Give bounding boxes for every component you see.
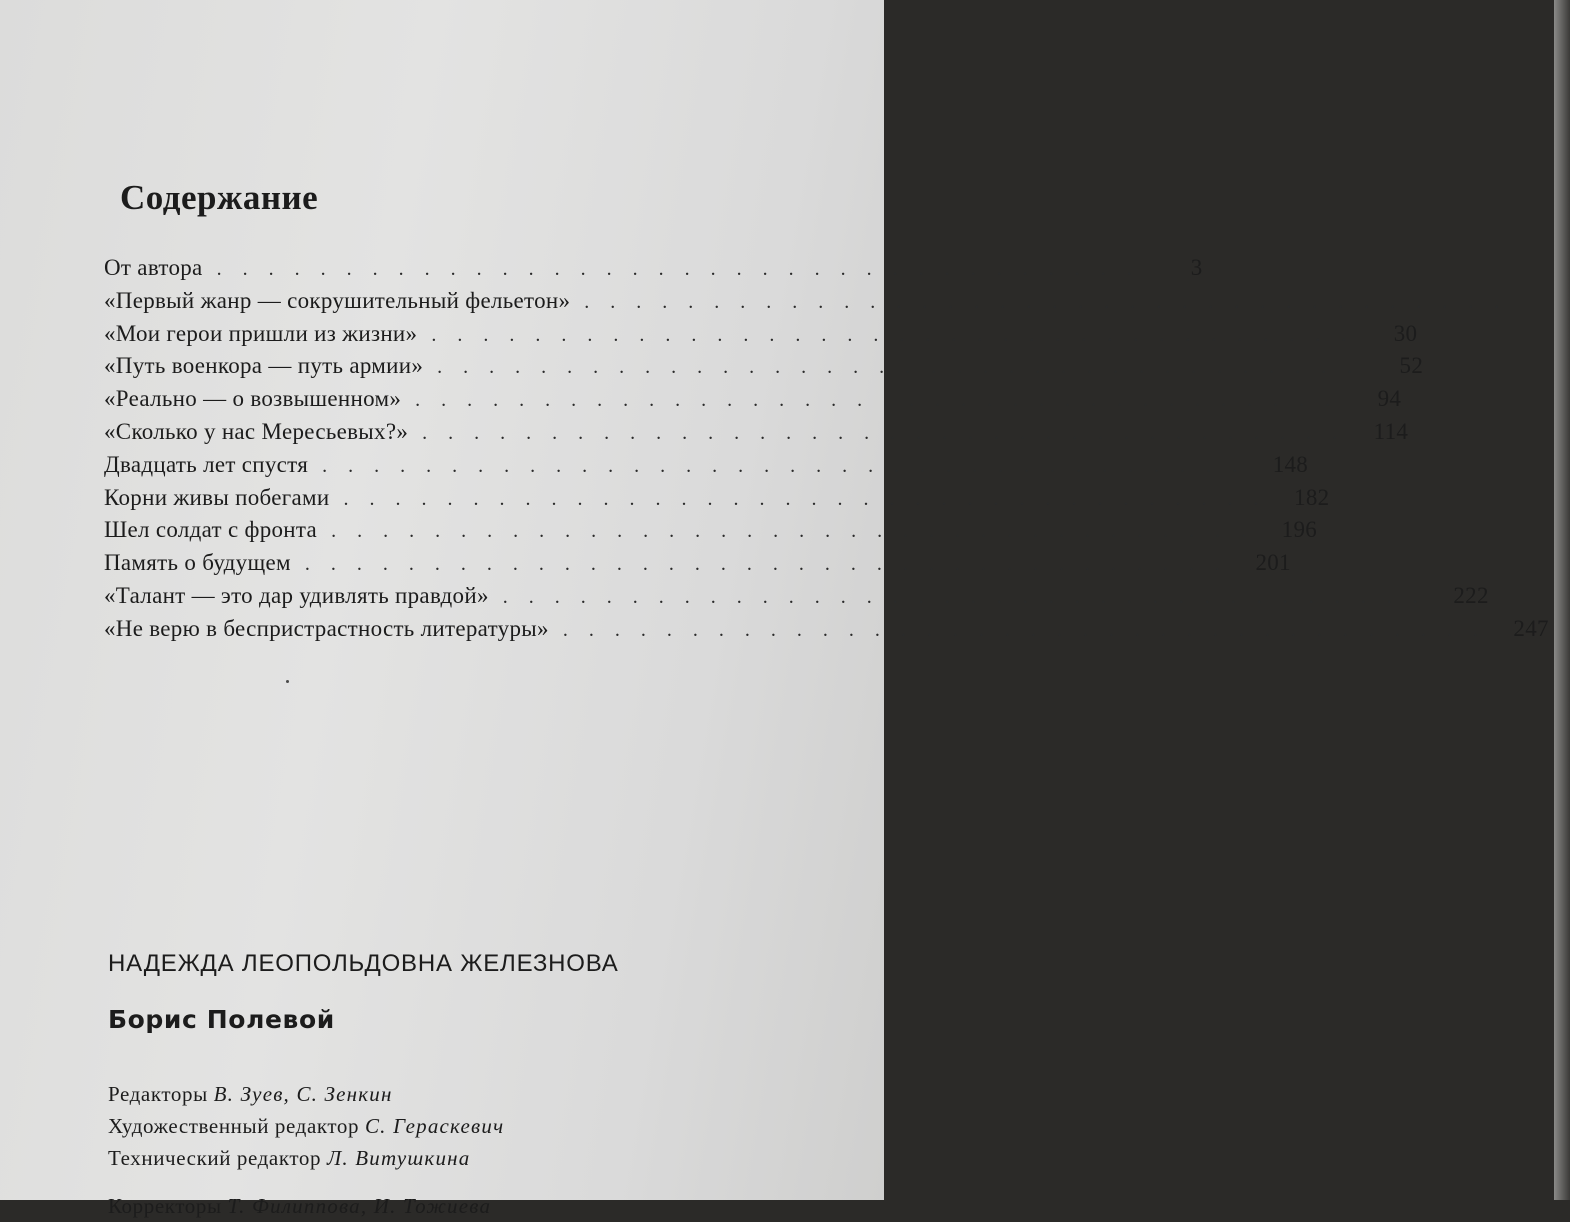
toc-leader-dots: ....................................	[322, 454, 1259, 477]
toc-list	[104, 252, 1549, 646]
toc-entry	[104, 318, 1418, 351]
credits-list	[108, 1078, 505, 1218]
toc-leader-dots: ....................................	[304, 553, 1241, 576]
credit-line-cut	[108, 1190, 492, 1218]
toc-entry-title: «Не верю в беспристрастность литературы»	[104, 615, 549, 641]
toc-entry-page: 94	[1377, 386, 1402, 412]
credit-names: В. Зуев, С. Зенкин	[213, 1082, 393, 1106]
page-edge-shadow	[1554, 0, 1570, 1200]
toc-entry	[104, 350, 1424, 383]
toc-entry-page: 148	[1272, 451, 1309, 477]
credit-names: Л. Витушкина	[326, 1146, 471, 1170]
toc-entry	[104, 285, 1521, 318]
toc-entry-title: От автора	[104, 255, 203, 280]
toc-entry-title: Двадцать лет спустя	[104, 451, 309, 477]
toc-entry-page: 3	[1190, 255, 1203, 280]
toc-entry-page: 182	[1294, 484, 1330, 510]
toc-leader-dots: ....................................	[562, 618, 1499, 641]
toc-entry	[104, 416, 1409, 449]
toc-entry-title: «Первый жанр — сокрушительный фельетон»	[104, 287, 571, 313]
credit-role: Редакторы	[108, 1082, 208, 1106]
toc-entry	[104, 449, 1309, 482]
toc-entry-title: Шел солдат с фронта	[104, 517, 318, 543]
toc-leader-dots: ....................................	[422, 421, 1359, 444]
toc-leader-dots: ....................................	[584, 290, 1521, 313]
toc-leader-dots: ....................................	[343, 487, 1280, 510]
toc-leader-dots: ....................................	[415, 389, 1352, 412]
toc-leader-dots: ....................................	[216, 258, 1153, 280]
credit-role: Технический редактор	[108, 1146, 322, 1170]
credit-names: С. Гераскевич	[364, 1114, 505, 1138]
toc-entry	[104, 613, 1549, 646]
author-name: НАДЕЖДА ЛЕОПОЛЬДОВНА ЖЕЛЕЗНОВА	[108, 950, 619, 977]
credit-role: Художественный редактор	[108, 1114, 360, 1138]
toc-entry-page: 30	[1393, 320, 1418, 346]
toc-entry-page: 201	[1255, 550, 1291, 576]
credit-line	[108, 1110, 504, 1142]
toc-entry-title: «Мои герои пришли из жизни»	[104, 320, 418, 346]
toc-entry	[104, 252, 1203, 285]
credit-names: Т. Филиппова, И. Тожиева	[227, 1194, 492, 1218]
credit-line	[108, 1142, 504, 1174]
toc-leader-dots: ....................................	[502, 585, 1439, 608]
toc-leader-dots: ....................................	[437, 356, 1374, 379]
toc-heading: Содержание	[120, 178, 319, 217]
toc-entry-title: «Реально — о возвышенном»	[104, 386, 402, 412]
toc-leader-dots: ....................................	[331, 520, 1268, 543]
toc-entry	[104, 547, 1291, 580]
credit-line	[108, 1174, 504, 1218]
toc-entry-page: 52	[1399, 353, 1424, 379]
toc-leader-dots: ....................................	[431, 323, 1368, 346]
toc-entry	[104, 482, 1330, 515]
book-title: Борис Полевой	[108, 1005, 335, 1034]
toc-entry-page: 114	[1373, 418, 1409, 444]
toc-entry-page: 222	[1453, 582, 1489, 608]
toc-entry	[104, 580, 1489, 613]
print-speck	[286, 680, 289, 683]
credit-line	[108, 1078, 504, 1110]
toc-entry	[104, 514, 1318, 547]
toc-entry-page: 196	[1281, 517, 1318, 543]
credit-role: Корректоры	[108, 1194, 222, 1218]
toc-entry	[104, 383, 1402, 416]
toc-entry-title: «Путь военкора — путь армии»	[104, 353, 424, 379]
toc-entry-page: 247	[1513, 615, 1549, 641]
toc-entry-title: Корни живы побегами	[104, 484, 330, 510]
toc-entry-title: Память о будущем	[104, 550, 291, 576]
toc-entry-title: «Сколько у нас Мересьевых?»	[104, 418, 409, 444]
toc-entry-title: «Талант — это дар удивлять правдой»	[104, 582, 489, 608]
